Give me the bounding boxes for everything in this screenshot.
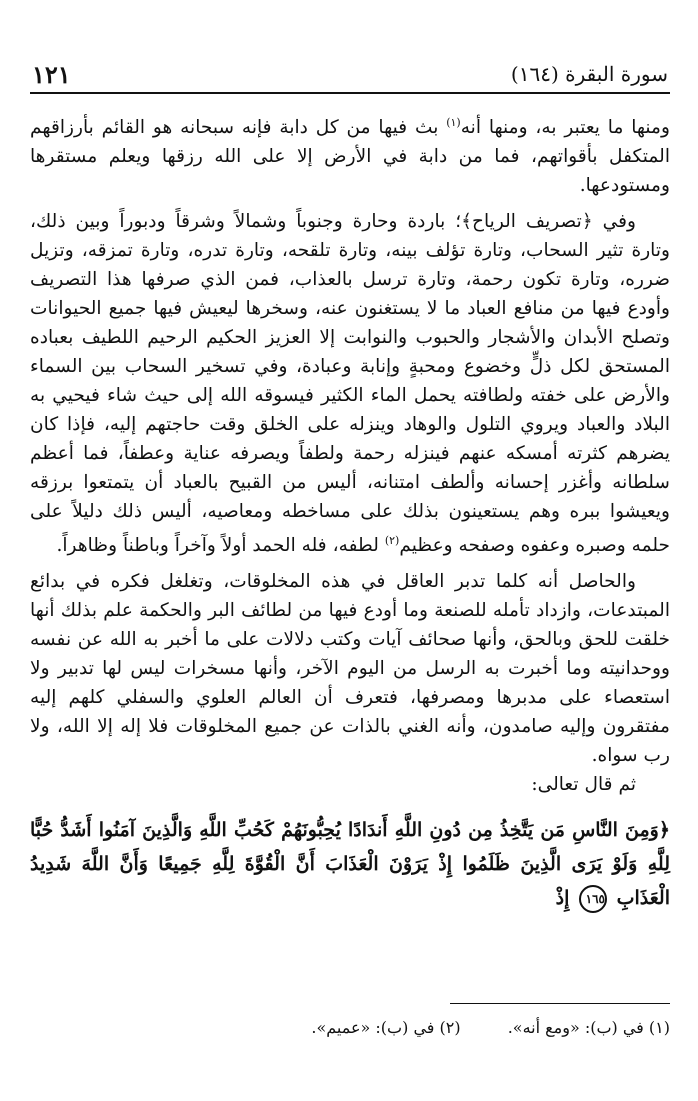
- footnotes: [30, 1018, 670, 1037]
- footnote-separator: [450, 1003, 670, 1004]
- running-header: [30, 58, 670, 94]
- surah-title: سورة البقرة (١٦٤): [510, 62, 668, 86]
- paragraph-1: [30, 108, 670, 200]
- page-number: ١٢١: [32, 60, 71, 89]
- footnote-2: (٢) في (ب): «عميم».: [311, 1018, 461, 1037]
- footnote-ref-2: (٢): [384, 534, 400, 548]
- quran-verse-continuation: إِذْ: [555, 887, 570, 910]
- body-text: [30, 108, 670, 799]
- paragraph-2-text-b: لطفه، فله الحمد أولاً وآخراً وباطناً وظاهراً.: [56, 535, 385, 557]
- book-page: [30, 58, 670, 1068]
- verse-number-marker: ١٦٥: [579, 885, 607, 913]
- paragraph-4: ثم قال تعالى:: [531, 774, 636, 796]
- quran-verse-text: ﴿وَمِنَ النَّاسِ مَن يَتَّخِذُ مِن دُونِ اللَّهِ أَندَادًا يُحِبُّونَهُمْ كَحُبِّ اللَّهِ وَالَّذِينَ آمَنُوا أَشَدُّ حُبًّا لِلَّهِ وَلَوْ يَرَى الَّذِينَ ظَلَمُوا إِذْ يَرَوْنَ الْعَذَابَ أَنَّ الْقُوَّةَ لِلَّهِ جَمِيعًا وَأَنَّ اللَّهَ شَدِيدُ الْعَذَابِ: [30, 819, 670, 910]
- quran-verse: [30, 813, 670, 915]
- footnote-ref-1: (١): [446, 116, 461, 129]
- paragraph-1-text-b: بث فيها من كل دابة فإنه سبحانه هو القائم بأرزاقهم المتكفل بأقواتهم، فما من دابة في الأرض إلا على الله رزقها ويعلم مستقرها ومستودعها.: [30, 117, 670, 197]
- footnote-1: (١) في (ب): «ومع أنه».: [507, 1018, 670, 1037]
- paragraph-2-text-a: وفي ﴿تصريف الرياح﴾؛ باردة وحارة وجنوباً وشمالاً وشرقاً ودبوراً وبين ذلك، وتارة تثير السحاب، وتارة تؤلف بينه، وتارة تلقحه، وتارة تدره، وتارة تمزقه، وتزيل ضرره، وتارة تكون رحمة، وتارة ترسل بالعذاب، فمن الذي صرفها هذا التصريف وأودع فيها من منافع العباد ما لا يستغنون عنه، وسخرها ليعيش فيها جميع الحيوانات وتصلح الأبدان والأشجار والحبوب والنوابت إلا العزيز الحكيم الرحيم اللطيف بعباده المستحق لكل ذلٍّ وخضوع ومحبةٍ وإنابة وعبادة، وفي تسخير السحاب بين السماء والأرض على خفته ولطافته يحمل الماء الكثير فيسوقه الله إلى حيث شاء فيحيي به البلاد والعباد ويروي التلول والوهاد وينزله على الخلق وقت حاجتهم إليه، فإذا كان يضرهم كثرته أمسكه عنهم فينزله رحمة ولطفاً ويصرفه عناية وعطفاً، فما أعظم سلطانه وأغزر إحسانه وألطف امتنانه، أليس من القبيح بالعباد أن يتمتعوا برزقه ويعيشوا ببره وهم يستعينون بذلك على مساخطه ومعاصيه، أليس ذلك دليلاً على حلمه وصبره وعفوه وصفحه وعظيم: [30, 211, 670, 557]
- paragraph-2: [30, 207, 670, 560]
- paragraph-3: والحاصل أنه كلما تدبر العاقل في هذه المخلوقات، وتغلغل فكره في بدائع المبتدعات، وازداد تأمله للصنعة وما أودع فيها من لطائف البر والحكمة علم بذلك أنها خلقت للحق وبالحق، وأنها صحائف آيات وكتب دلالات على ما أخبر به الله عن نفسه ووحدانيته وما أخبرت به الرسل من اليوم الآخر، وأنها مسخرات ليس لها تدبير ولا استعصاء على مدبرها ومصرفها، فتعرف أن العالم العلوي والسفلي كلهم إليه مفتقرون وإليه صامدون، وأنه الغني بالذات عن جميع المخلوقات فلا إله إلا الله، ولا رب سواه.: [30, 571, 670, 767]
- paragraph-1-text-a: ومنها ما يعتبر به، ومنها أنه: [460, 117, 670, 139]
